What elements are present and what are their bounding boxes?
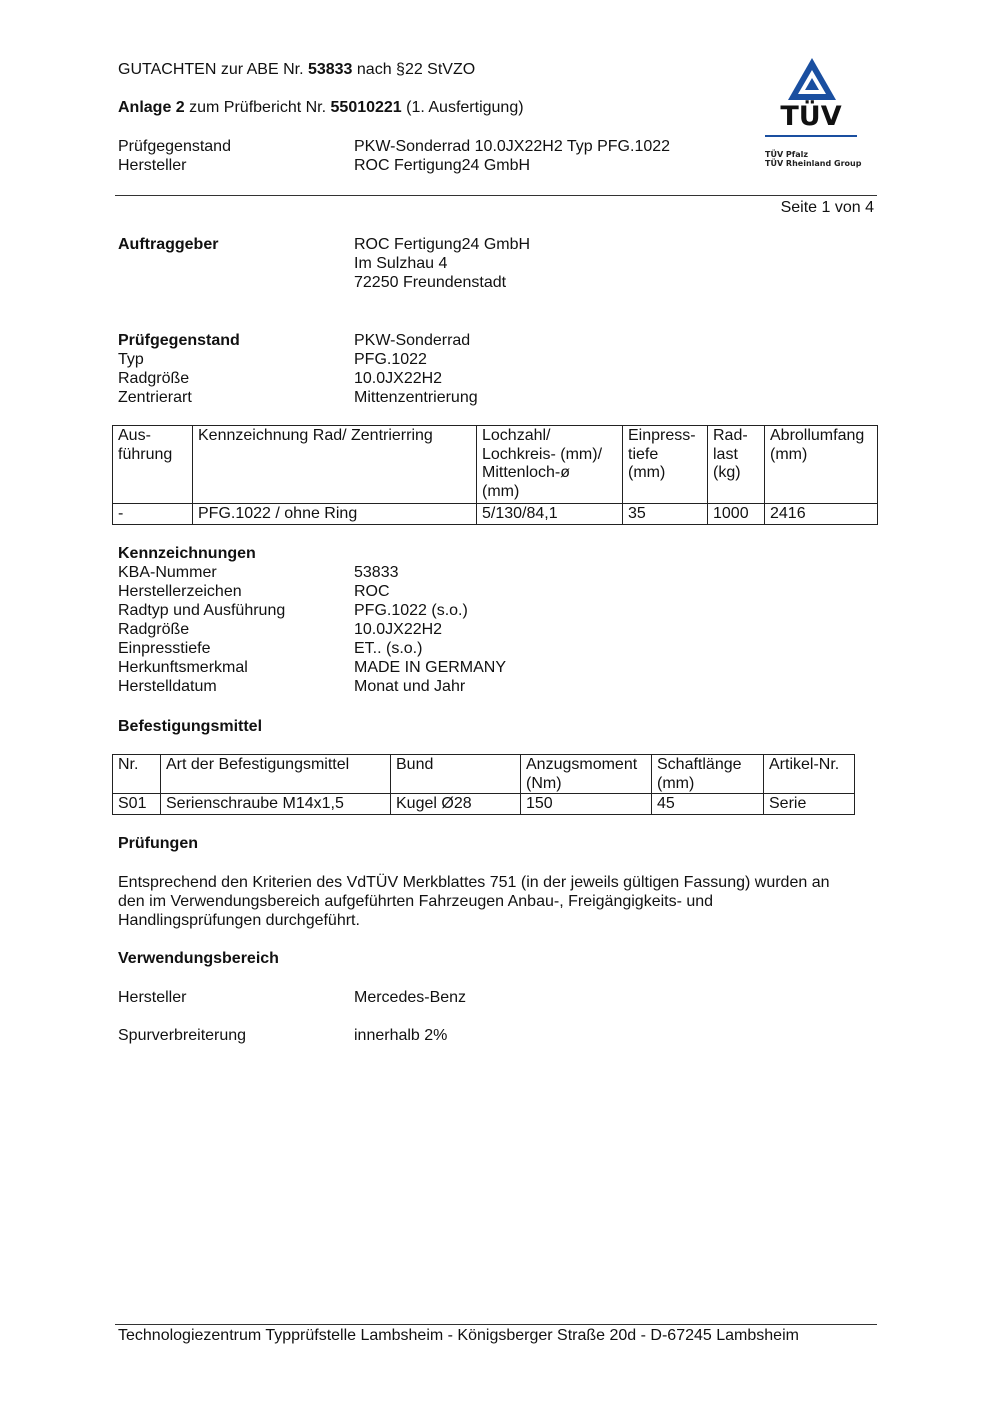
abe-number: 53833 [307,61,353,78]
tests-paragraph: Entsprechend den Kriterien des VdTÜV Merkblattes 751 (in der jeweils gültigen Fassung) wurden an den im Verwendungsbereich aufgeführten Fahrzeugen Anbau-, Freigängigkeits- und Handlingsprüfungen durchgeführt. [118,874,830,929]
table-header-row: Aus- führung Kennzeichnung Rad/ Zentrierring Lochzahl/ Lochkreis- (mm)/ Mittenloch-ø (mm) Einpress- tiefe (mm) Rad- last (kg) Abrollumfang (mm) [113,426,878,504]
header-info [118,137,670,175]
fasteners-title: Befestigungsmittel [118,718,263,735]
client-label: Auftraggeber [118,236,219,253]
tuev-logo [762,56,862,172]
report-title: GUTACHTEN zur ABE Nr. 53833 nach §22 StVZO [118,61,476,78]
usage-track: Spurverbreiterung innerhalb 2% [118,1027,448,1044]
logo-wordmark: TÜV [780,101,842,132]
table-header-row: Nr. Art der Befestigungsmittel Bund Anzugsmoment (Nm) Schaftlänge (mm) Artikel-Nr. [113,755,855,794]
page-number: Seite 1 von 4 [780,199,874,216]
usage-manufacturer: Hersteller Mercedes-Benz [118,989,467,1006]
logo-line1: TÜV Pfalz [765,150,809,159]
table-row: S01 Serienschraube M14x1,5 Kugel Ø28 150 45 Serie [113,794,855,815]
markings-list: KBA-Nummer 53833 Herstellerzeichen ROC Radtyp und Ausführung PFG.1022 (s.o.) Radgröße 10.0JX22H2 Einpresstiefe ET.. (s.o.) Herkunftsmerkmal MADE IN GERMANY Herstelldatum Monat und Jahr [118,564,507,695]
subject-info: Prüfgegenstand PKW-Sonderrad Typ PFG.1022 Radgröße 10.0JX22H2 Zentrierart Mittenzentrierung [118,332,478,406]
fasteners-table [112,754,855,815]
tuev-triangle-icon [762,56,862,106]
table-row: - PFG.1022 / ohne Ring 5/130/84,1 35 1000 2416 [113,504,878,525]
logo-rule [765,135,857,137]
report-number: 55010221 [330,99,402,116]
wheel-table [112,425,878,525]
header-divider [115,195,877,196]
markings-title: Kennzeichnungen [118,545,256,562]
header-row: Prüfgegenstand PKW-Sonderrad 10.0JX22H2 Typ PFG.1022 [118,138,671,155]
report-subtitle: Anlage 2 zum Prüfbericht Nr. 55010221 (1. Ausfertigung) [118,99,524,116]
footer-divider [115,1324,877,1325]
logo-line2: TÜV Rheinland Group [765,159,862,168]
header-row: Hersteller ROC Fertigung24 GmbH [118,157,531,174]
tests-title: Prüfungen [118,835,198,852]
footer-address: Technologiezentrum Typprüfstelle Lambsheim - Königsberger Straße 20d - D-67245 Lambsheim [118,1327,799,1344]
usage-title: Verwendungsbereich [118,950,279,967]
client-address: ROC Fertigung24 GmbH Im Sulzhau 4 72250 Freundenstadt [354,236,531,291]
